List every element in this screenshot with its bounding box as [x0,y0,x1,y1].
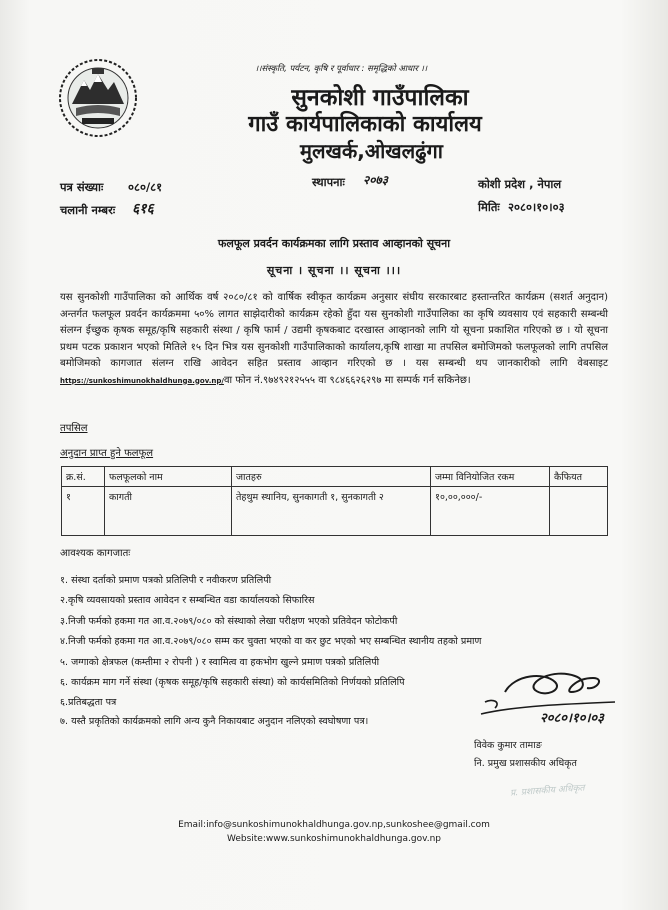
signature-date: २०८०।१०।०३ [540,711,604,726]
table-row [62,487,608,536]
doc-item: ७. यस्तै प्रकृतिको कार्यक्रमको लागि अन्य कुनै निकायबाट अनुदान नलिएको स्वघोषणा पत्र। [60,716,369,727]
motto: ।।संस्कृति, पर्यटन, कृषि र पूर्वाधार : समृद्धिको आधार ।। [255,64,428,74]
header-cell: फलफूलको नाम [105,467,232,487]
doc-item: ३.निजी फर्मको हकमा गत आ.व.२०७९/०८० को संस्थाको लेखा परीक्षण भएको प्रतिवेदन फोटोकपी [60,616,398,627]
table-cell: १०,००,०००/- [431,487,550,536]
table-title: अनुदान प्राप्त हुने फलफूल [60,448,154,459]
website-link[interactable]: https://sunkoshimunokhaldhunga.gov.np/ [60,376,224,385]
notice-heading: सूचना । सूचना ।। सूचना ।।। [266,264,402,277]
patra-label: पत्र संख्याः [60,180,104,194]
doc-item: २.कृषि व्यवसायको प्रस्ताव आवेदन र सम्बन्धित वडा कार्यालयको सिफारिस [60,595,315,606]
header-cell: कैफियत [550,467,608,487]
grant-table [61,466,608,536]
body-text-1: यस सुनकोशी गाउँपालिका को आर्थिक वर्ष २०८०/८१ को वार्षिक स्वीकृत कार्यक्रम अनुसार संघीय सरकारबाट हस्तान्तरित कार्यक्रम (सशर्त अनुदान) अन्तर्गत फलफूल प्रवर्दन कार्यक्रममा ५०% लागत साझेदारीको कार्यक्रम रहेको हुँदा यस सुनकोशी गाउँपालिका का कृषि व्यवसाय एवं सहकारी सम्बन्धी संलग्न ईच्छुक कृषक समूह/कृषि सहकारी संस्था / कृषि फार्म / उद्यमी कृषकबाट दरखास्त आव्हानको लागि यो सूचना प्रकाशित गरिएको छ । यो सूचना प्रथम पटक प्रकाशन भएको मितिले १५ दिन भित्र यस सुनकोशी गाउँपालिकाको कार्यालय,कृषि शाखा मा तपसिल बमोजिमको फलफूलको लागि तपसिल बमोजिमको कागजात संलग्न राखि आवेदन सहित प्रस्ताव आव्हान गरिएको छ । यस सम्बन्धी थप जानकारीको लागि वेबसाइट [60,292,608,369]
doc-item: ६. कार्यक्रम माग गर्ने संस्था (कृषक समूह/कृषि सहकारी संस्था) को कार्यसमितिको निर्णयको प्रतिलिपि [60,677,405,688]
doc-item: १. संस्था दर्ताको प्रमाण पत्रको प्रतिलिपी र नवीकरण प्रतिलिपी [60,575,272,586]
chalani-value: ६१६ [132,201,154,217]
office-name: गाउँ कार्यपालिकाको कार्यालय [248,112,482,137]
faded-stamp: प्र. प्रशासकीय अधिकृत [509,783,585,799]
org-name: सुनकोशी गाउँपालिका [291,85,469,111]
established-value: २०७३ [363,173,388,187]
signatory-title: नि. प्रमुख प्रशासकीय अधिकृत [474,758,577,769]
doc-item: ५. जग्गाको क्षेत्रफल (कम्तीमा २ रोपनी ) र स्वामित्व वा हकभोग खुल्ने प्रमाण पत्रको प्रतिलिपी [60,657,380,668]
signatory-name: विवेक कुमार तामाङ [474,740,542,751]
header-cell: क्र.सं. [62,467,105,487]
doc-item: ६.प्रतिबद्धता पत्र [60,697,117,708]
chalani-label: चलानी नम्बरः [60,203,116,217]
table-cell: १ [62,487,105,536]
nepal-emblem-logo [58,58,138,138]
footer-email[interactable]: Email:info@sunkoshimunokhaldhunga.gov.np,sunkoshee@gmail.com [178,820,490,830]
tapasil-heading: तपसिल [60,423,88,434]
table-header-row [62,467,608,487]
province: कोशी प्रदेश , नेपाल [478,177,562,191]
footer-website[interactable]: Website:www.sunkoshimunokhaldhunga.gov.np [226,834,442,844]
date-value: २०८०।१०।०३ [508,200,565,214]
notice-subject: फलफूल प्रवर्दन कार्यक्रमका लागि प्रस्ताव आव्हानको सूचना [217,237,451,250]
table-cell [550,487,608,536]
office-address: मुलखर्क,ओखलढुंगा [300,139,443,163]
body-text-2: वा फोन नं.९७४९२१२५५५ वा ९८४६६२६२९७ मा सम्पर्क गर्न सकिनेछ। [223,374,471,386]
table-cell: कागती [105,487,232,536]
body-paragraph [60,290,608,389]
table-cell: तेहथुम स्थानिय, सुनकागती १, सुनकागती २ [232,487,431,536]
header-cell: जम्मा विनियोजित रकम [431,467,550,487]
docs-title: आवश्यक कागजातः [60,548,131,559]
doc-item: ४.निजी फर्मको हकमा गत आ.व.२०७९/०८० सम्म कर चुक्ता भएको वा कर छुट भएको भए सम्बन्धित स्थानीय तहको प्रमाण [60,636,482,647]
established-label: स्थापनाः [312,175,345,189]
header-cell: जातहरु [232,467,431,487]
patra-value: ०८०/८१ [128,180,163,194]
date-label: मितिः [478,200,500,214]
